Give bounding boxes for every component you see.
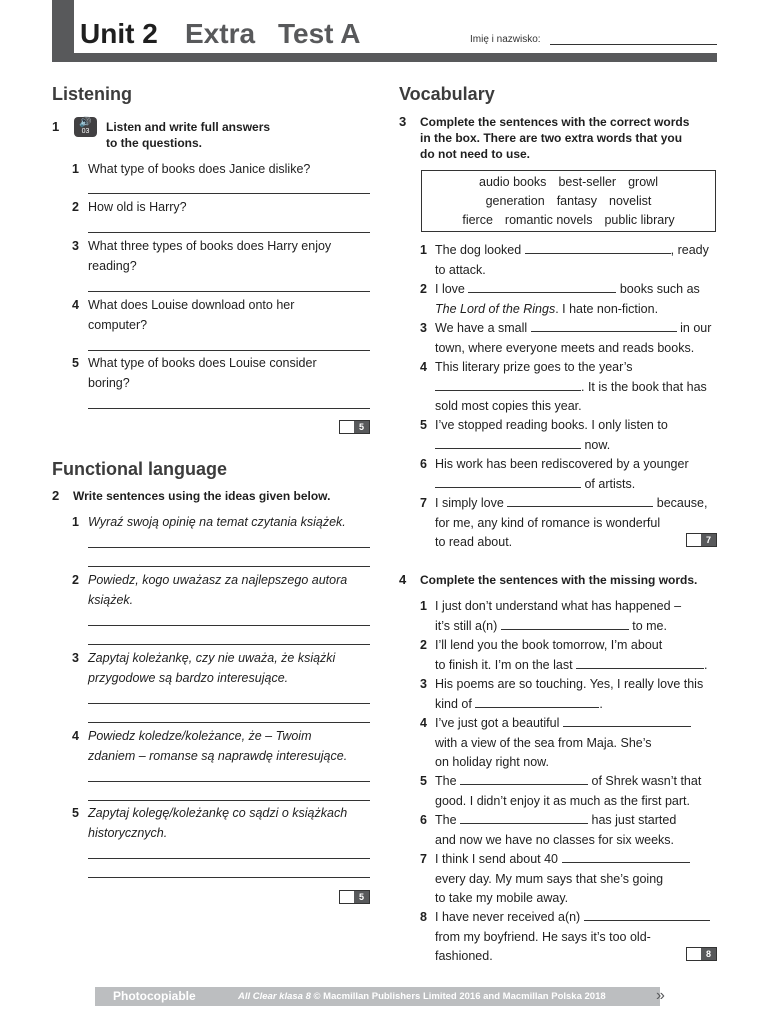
word-box <box>421 170 716 232</box>
question-4: 4 What does Louise download onto her computer? <box>72 298 295 332</box>
question-2: 2 How old is Harry? <box>72 200 187 214</box>
test-title: Test A <box>278 18 361 49</box>
answer-line[interactable] <box>88 408 370 409</box>
answer-blank[interactable] <box>531 319 677 332</box>
answer-blank[interactable] <box>584 908 710 921</box>
exercise-number: 4 <box>399 572 407 587</box>
answer-blank[interactable] <box>435 436 581 449</box>
answer-blank[interactable] <box>563 714 691 727</box>
question-1: 1 What type of books does Janice dislike? <box>72 162 311 176</box>
ex4-sentence-7: 7 I think I send about 40 every day. My mum says that she’s going to take my mobile away. <box>420 850 720 909</box>
unit-title: Unit 2 <box>80 18 158 49</box>
listening-instruction: Listen and write full answers to the questions. <box>106 120 271 150</box>
vocab-sentence-4: 4 This literary prize goes to the year’s . It is the book that has sold most copies this year. <box>420 360 707 413</box>
score-box[interactable]: 5 <box>339 420 370 434</box>
exercise-number: 3 <box>399 114 407 129</box>
answer-line[interactable] <box>88 193 370 194</box>
ex4-sentence-3: 3 His poems are so touching. Yes, I really love this kind of . <box>420 677 704 711</box>
score-box[interactable]: 8 <box>686 947 717 961</box>
question-3: 3 What three types of books does Harry enjoy reading? <box>72 239 332 273</box>
answer-blank[interactable] <box>460 811 588 824</box>
answer-blank[interactable] <box>435 475 581 488</box>
prompt-2: 2 Powiedz, kogo uważasz za najlepszego autora książek. <box>72 573 348 607</box>
answer-line[interactable] <box>88 566 370 567</box>
answer-line[interactable] <box>88 703 370 704</box>
answer-blank[interactable] <box>501 617 629 630</box>
extra-title: Extra <box>185 18 256 49</box>
speaker-icon: 🔊 <box>79 117 92 128</box>
ex4-sentence-2: 2 I’ll lend you the book tomorrow, I’m about to finish it. I’m on the last . <box>420 638 708 672</box>
answer-blank[interactable] <box>475 695 599 708</box>
answer-blank[interactable] <box>468 280 616 293</box>
answer-line[interactable] <box>88 547 370 548</box>
answer-line[interactable] <box>88 232 370 233</box>
answer-blank[interactable] <box>460 772 588 785</box>
answer-line[interactable] <box>88 644 370 645</box>
exercise-number: 1 <box>52 119 60 134</box>
answer-line[interactable] <box>88 781 370 782</box>
header-bar <box>52 53 717 62</box>
answer-blank[interactable] <box>576 656 704 669</box>
double-chevron-icon: » <box>656 987 665 1004</box>
vocab-sentence-6: 6 His work has been rediscovered by a younger of artists. <box>420 457 689 491</box>
ex4-sentence-5: 5 The of Shrek wasn’t that good. I didn’t enjoy it as much as the first part. <box>420 774 702 808</box>
answer-line[interactable] <box>88 800 370 801</box>
exercise-4-instruction: Complete the sentences with the missing words. <box>420 573 698 587</box>
word-row: audio books best-seller growl <box>479 175 658 189</box>
answer-blank[interactable] <box>562 850 690 863</box>
vocabulary-title: Vocabulary <box>399 84 495 104</box>
functional-instruction: Write sentences using the ideas given below. <box>73 489 331 503</box>
functional-language-title: Functional language <box>52 459 228 479</box>
vocab-sentence-1: 1 The dog looked , ready to attack. <box>420 243 709 277</box>
prompt-5: 5 Zapytaj kolegę/koleżankę co sądzi o książkach historycznych. <box>72 806 348 840</box>
ex4-sentence-1: 1 I just don’t understand what has happened – it’s still a(n) to me. <box>420 599 682 633</box>
exercise-number: 2 <box>52 488 60 503</box>
question-5: 5 What type of books does Louise consider boring? <box>72 356 317 390</box>
word-row: fierce romantic novels public library <box>462 213 675 227</box>
score-box[interactable]: 5 <box>339 890 370 904</box>
word-row: generation fantasy novelist <box>485 194 652 208</box>
ex4-sentence-8: 8 I have never received a(n) from my boyfriend. He says it’s too old- fashioned. <box>420 908 720 967</box>
name-field[interactable] <box>550 44 717 45</box>
answer-line[interactable] <box>88 877 370 878</box>
answer-blank[interactable] <box>507 494 653 507</box>
track-number: 03 <box>81 128 90 135</box>
audio-track-icon[interactable] <box>74 117 97 137</box>
prompt-1: 1 Wyraź swoją opinię na temat czytania książek. <box>72 515 346 529</box>
vocab-sentence-3: 3 We have a small in our town, where everyone meets and reads books. <box>420 321 712 355</box>
score-box[interactable]: 7 <box>686 533 717 547</box>
answer-line[interactable] <box>88 350 370 351</box>
copyright-text: All Clear klasa 8 © Macmillan Publishers Limited 2016 and Macmillan Polska 2018 <box>238 991 606 1002</box>
answer-line[interactable] <box>88 291 370 292</box>
answer-line[interactable] <box>88 722 370 723</box>
answer-blank[interactable] <box>525 241 671 254</box>
prompt-4: 4 Powiedz koledze/koleżance, że – Twoim zdaniem – romanse są naprawdę interesujące. <box>72 729 348 763</box>
answer-blank[interactable] <box>435 378 581 391</box>
ex4-sentence-4: 4 I’ve just got a beautiful with a view of the sea from Maja. She’s on holiday right now. <box>420 714 720 773</box>
name-label: Imię i nazwisko: <box>470 34 541 45</box>
vocab-sentence-2: 2 I love books such as The Lord of the Rings. I hate non-fiction. <box>420 282 700 316</box>
ex4-sentence-6: 6 The has just started and now we have no classes for six weeks. <box>420 813 677 847</box>
vocabulary-instruction: Complete the sentences with the correct words in the box. There are two extra words that you do not need to use. <box>420 115 690 161</box>
vocab-sentence-7: 7 I simply love because, for me, any kind of romance is wonderful to read about. <box>420 496 708 549</box>
answer-line[interactable] <box>88 858 370 859</box>
prompt-3: 3 Zapytaj koleżankę, czy nie uważa, że książki przygodowe są bardzo interesujące. <box>72 651 336 685</box>
listening-title: Listening <box>52 84 132 104</box>
photocopiable-label: Photocopiable <box>113 989 196 1003</box>
vocab-sentence-5: 5 I’ve stopped reading books. I only listen to now. <box>420 418 668 452</box>
answer-line[interactable] <box>88 625 370 626</box>
